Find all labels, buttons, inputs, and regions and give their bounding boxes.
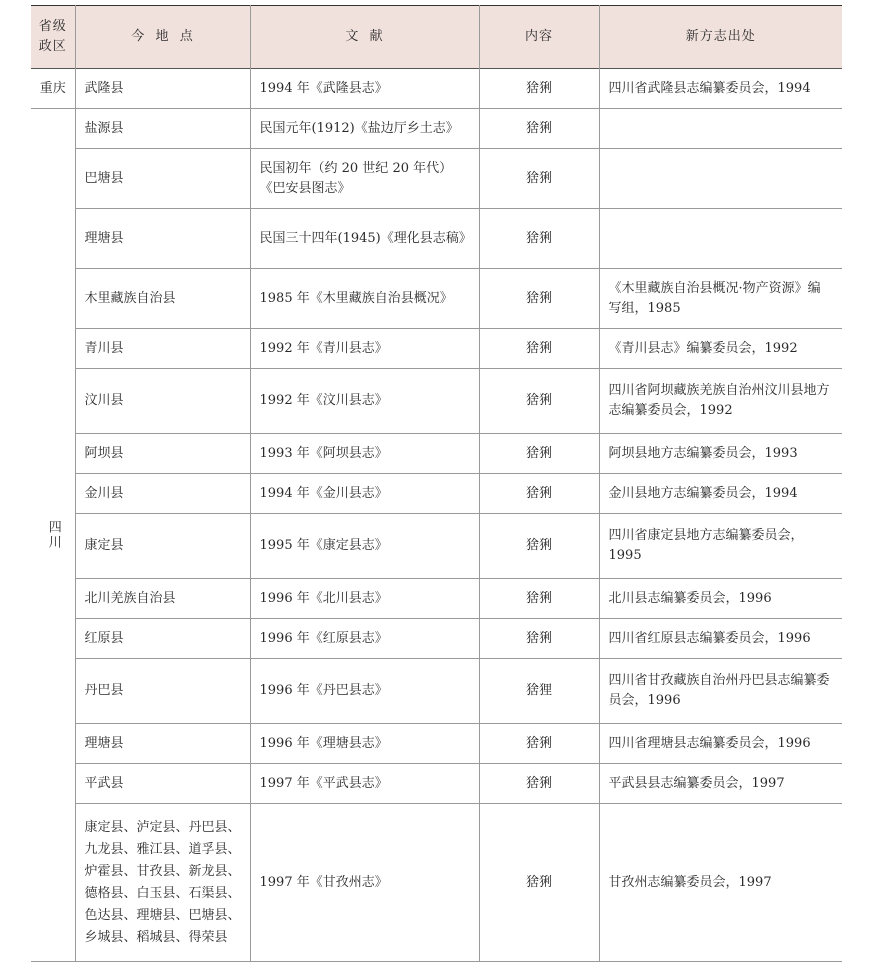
place-cell: 汶川县 bbox=[75, 369, 250, 434]
place-cell: 红原县 bbox=[75, 619, 250, 659]
province-cell: 重庆 bbox=[31, 69, 75, 109]
content-cell: 猞猁 bbox=[479, 434, 599, 474]
content-cell: 猞猁 bbox=[479, 69, 599, 109]
table-row bbox=[31, 434, 842, 474]
source-cell: 四川省武隆县志编纂委员会，1994 bbox=[599, 69, 842, 109]
place-cell: 平武县 bbox=[75, 764, 250, 804]
source-cell: 四川省红原县志编纂委员会，1996 bbox=[599, 619, 842, 659]
table-row bbox=[31, 149, 842, 209]
content-cell: 猞猁 bbox=[479, 474, 599, 514]
content-cell: 猞猁 bbox=[479, 329, 599, 369]
content-cell: 猞猁 bbox=[479, 804, 599, 962]
content-cell: 猞猁 bbox=[479, 269, 599, 329]
source-cell bbox=[599, 149, 842, 209]
content-cell: 猞猁 bbox=[479, 209, 599, 269]
content-cell: 猞猁 bbox=[479, 764, 599, 804]
content-cell: 猞猁 bbox=[479, 514, 599, 579]
source-cell: 北川县志编纂委员会，1996 bbox=[599, 579, 842, 619]
document-cell: 民国三十四年(1945)《理化县志稿》 bbox=[250, 209, 479, 269]
content-cell: 猞猁 bbox=[479, 619, 599, 659]
place-cell: 理塘县 bbox=[75, 209, 250, 269]
source-cell bbox=[599, 209, 842, 269]
document-cell: 民国初年（约 20 世纪 20 年代）《巴安县图志》 bbox=[250, 149, 479, 209]
records-table bbox=[31, 5, 842, 962]
table-row bbox=[31, 369, 842, 434]
table-row bbox=[31, 724, 842, 764]
table-row bbox=[31, 514, 842, 579]
header-content: 内容 bbox=[479, 6, 599, 69]
document-cell: 1985 年《木里藏族自治县概况》 bbox=[250, 269, 479, 329]
source-cell: 金川县地方志编纂委员会，1994 bbox=[599, 474, 842, 514]
place-cell: 北川羌族自治县 bbox=[75, 579, 250, 619]
place-cell: 金川县 bbox=[75, 474, 250, 514]
source-cell: 四川省阿坝藏族羌族自治州汶川县地方志编纂委员会，1992 bbox=[599, 369, 842, 434]
header-document: 文 献 bbox=[250, 6, 479, 69]
source-cell: 《木里藏族自治县概况·物产资源》编写组，1985 bbox=[599, 269, 842, 329]
header-province: 省级政区 bbox=[38, 19, 67, 54]
table-row bbox=[31, 329, 842, 369]
table-row bbox=[31, 804, 842, 962]
document-cell: 1995 年《康定县志》 bbox=[250, 514, 479, 579]
document-cell: 1997 年《平武县志》 bbox=[250, 764, 479, 804]
content-cell: 猞猁 bbox=[479, 109, 599, 149]
table-wrapper bbox=[31, 5, 842, 962]
place-cell: 武隆县 bbox=[75, 69, 250, 109]
place-cell: 理塘县 bbox=[75, 724, 250, 764]
table-row bbox=[31, 209, 842, 269]
table-row bbox=[31, 269, 842, 329]
place-cell: 巴塘县 bbox=[75, 149, 250, 209]
source-cell: 阿坝县地方志编纂委员会，1993 bbox=[599, 434, 842, 474]
header-row bbox=[31, 6, 842, 69]
table-row bbox=[31, 659, 842, 724]
header-place: 今 地 点 bbox=[75, 6, 250, 69]
source-cell: 甘孜州志编纂委员会，1997 bbox=[599, 804, 842, 962]
source-cell bbox=[599, 109, 842, 149]
place-cell: 康定县、泸定县、丹巴县、九龙县、雅江县、道孚县、炉霍县、甘孜县、新龙县、德格县、白玉县、石渠县、色达县、理塘县、巴塘县、乡城县、稻城县、得荣县 bbox=[75, 804, 250, 962]
document-cell: 1997 年《甘孜州志》 bbox=[250, 804, 479, 962]
document-cell: 1996 年《丹巴县志》 bbox=[250, 659, 479, 724]
content-cell: 猞猁 bbox=[479, 724, 599, 764]
place-cell: 丹巴县 bbox=[75, 659, 250, 724]
content-cell: 猞猁 bbox=[479, 579, 599, 619]
document-cell: 1996 年《红原县志》 bbox=[250, 619, 479, 659]
header-source: 新方志出处 bbox=[599, 6, 842, 69]
document-cell: 1994 年《金川县志》 bbox=[250, 474, 479, 514]
document-cell: 民国元年(1912)《盐边厅乡土志》 bbox=[250, 109, 479, 149]
document-cell: 1996 年《理塘县志》 bbox=[250, 724, 479, 764]
content-cell: 猞狸 bbox=[479, 659, 599, 724]
table-row bbox=[31, 579, 842, 619]
source-cell: 四川省理塘县志编纂委员会，1996 bbox=[599, 724, 842, 764]
document-cell: 1996 年《北川县志》 bbox=[250, 579, 479, 619]
place-cell: 木里藏族自治县 bbox=[75, 269, 250, 329]
place-cell: 盐源县 bbox=[75, 109, 250, 149]
place-cell: 阿坝县 bbox=[75, 434, 250, 474]
table-row bbox=[31, 764, 842, 804]
source-cell: 平武县县志编纂委员会，1997 bbox=[599, 764, 842, 804]
document-cell: 1992 年《青川县志》 bbox=[250, 329, 479, 369]
source-cell: 四川省甘孜藏族自治州丹巴县志编纂委员会，1996 bbox=[599, 659, 842, 724]
document-cell: 1992 年《汶川县志》 bbox=[250, 369, 479, 434]
content-cell: 猞猁 bbox=[479, 149, 599, 209]
document-cell: 1994 年《武隆县志》 bbox=[250, 69, 479, 109]
table-row bbox=[31, 69, 842, 109]
place-cell: 青川县 bbox=[75, 329, 250, 369]
table-row bbox=[31, 619, 842, 659]
table-row bbox=[31, 474, 842, 514]
content-cell: 猞猁 bbox=[479, 369, 599, 434]
source-cell: 《青川县志》编纂委员会，1992 bbox=[599, 329, 842, 369]
province-cell: 四川 bbox=[31, 109, 75, 962]
document-cell: 1993 年《阿坝县志》 bbox=[250, 434, 479, 474]
table-row bbox=[31, 109, 842, 149]
source-cell: 四川省康定县地方志编纂委员会，1995 bbox=[599, 514, 842, 579]
place-cell: 康定县 bbox=[75, 514, 250, 579]
